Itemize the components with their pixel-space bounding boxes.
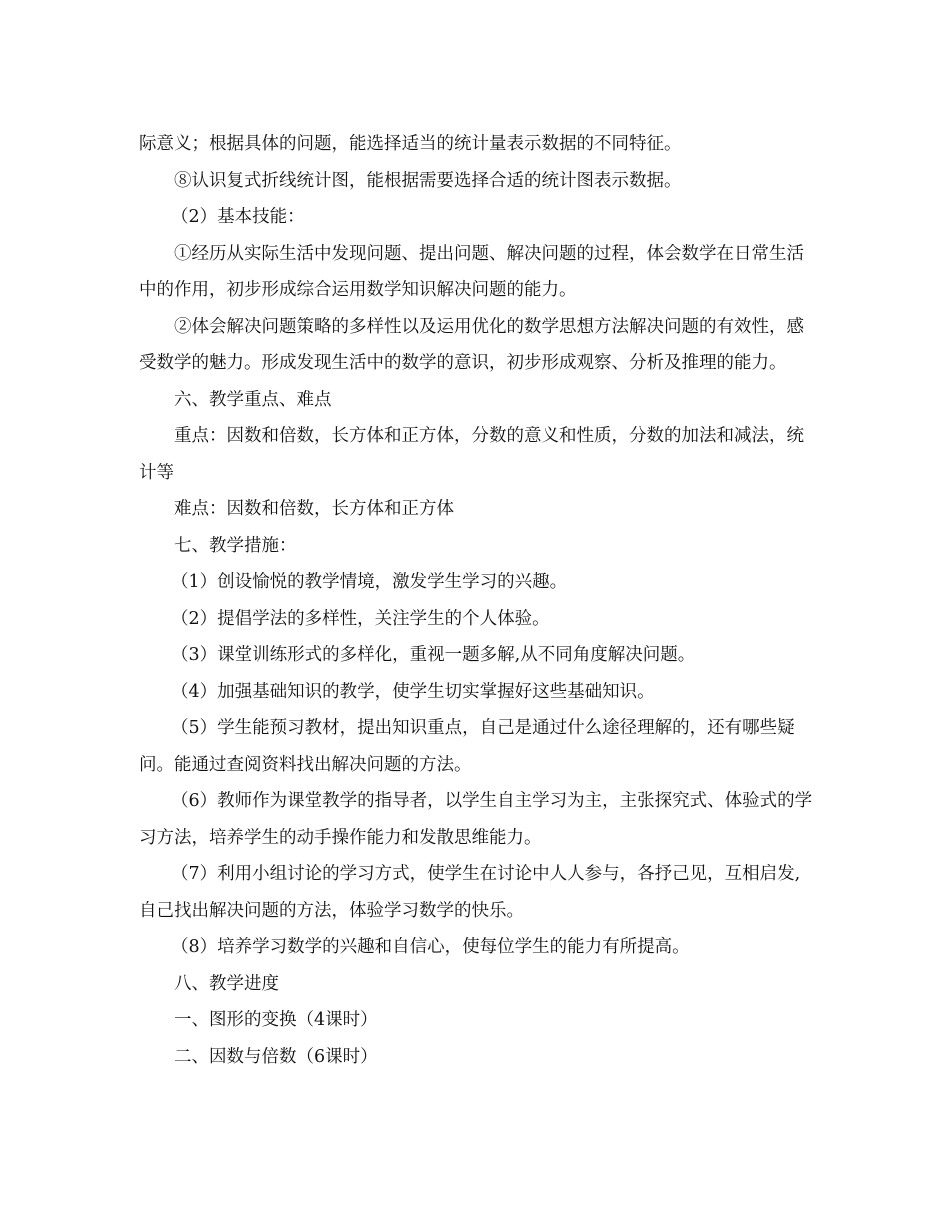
document-body bbox=[139, 126, 819, 1075]
measure-item-5: （5）学生能预习教材，提出知识重点，自己是通过什么途径理解的，还有哪些疑问。能通过查阅资料找出解决问题的方法。 bbox=[139, 718, 795, 775]
schedule-item-1: 一、图形的变换（4课时） bbox=[174, 1010, 378, 1030]
paragraph-key-points: 重点：因数和倍数，长方体和正方体，分数的意义和性质，分数的加法和减法，统计等 bbox=[139, 426, 804, 483]
section-basic-skills-heading: （2）基本技能： bbox=[171, 207, 305, 227]
measure-item-1: （1）创设愉悦的教学情境，激发学生学习的兴趣。 bbox=[171, 572, 568, 592]
paragraph-skill-2: ②体会解决问题策略的多样性以及运用优化的数学思想方法解决问题的有效性，感受数学的魅力。形成发现生活中的数学的意识，初步形成观察、分析及推理的能力。 bbox=[139, 316, 804, 373]
measure-item-4: （4）加强基础知识的教学，使学生切实掌握好这些基础知识。 bbox=[171, 681, 655, 702]
paragraph-item-8: ⑧认识复式折线统计图，能根据需要选择合适的统计图表示数据。 bbox=[174, 170, 682, 191]
paragraph-difficulties: 难点：因数和倍数，长方体和正方体 bbox=[174, 499, 454, 519]
measure-item-3: （3）课堂训练形式的多样化，重视一题多解,从不同角度解决问题。 bbox=[171, 645, 696, 665]
section-eight-heading: 八、教学进度 bbox=[174, 973, 279, 994]
measure-item-6: （6）教师作为课堂教学的指导者，以学生自主学习为主，主张探究式、体验式的学习方法，培养学生的动手操作能力和发散思维能力。 bbox=[139, 791, 813, 848]
measure-item-8: （8）培养学习数学的兴趣和自信心，使每位学生的能力有所提高。 bbox=[171, 937, 690, 957]
section-six-heading: 六、教学重点、难点 bbox=[174, 389, 332, 410]
measure-item-2: （2）提倡学法的多样性，关注学生的个人体验。 bbox=[171, 608, 550, 629]
section-seven-heading: 七、教学措施： bbox=[174, 535, 297, 556]
schedule-item-2: 二、因数与倍数（6课时） bbox=[174, 1046, 378, 1067]
measure-item-7: （7）利用小组讨论的学习方式，使学生在讨论中人人参与，各抒己见，互相启发, 自己找出解决问题的方法，体验学习数学的快乐。 bbox=[139, 864, 801, 921]
paragraph-skill-1: ①经历从实际生活中发现问题、提出问题、解决问题的过程，体会数学在日常生活中的作用，初步形成综合运用数学知识解决问题的能力。 bbox=[139, 243, 804, 300]
paragraph-continuation: 际意义；根据具体的问题，能选择适当的统计量表示数据的不同特征。 bbox=[139, 134, 682, 154]
